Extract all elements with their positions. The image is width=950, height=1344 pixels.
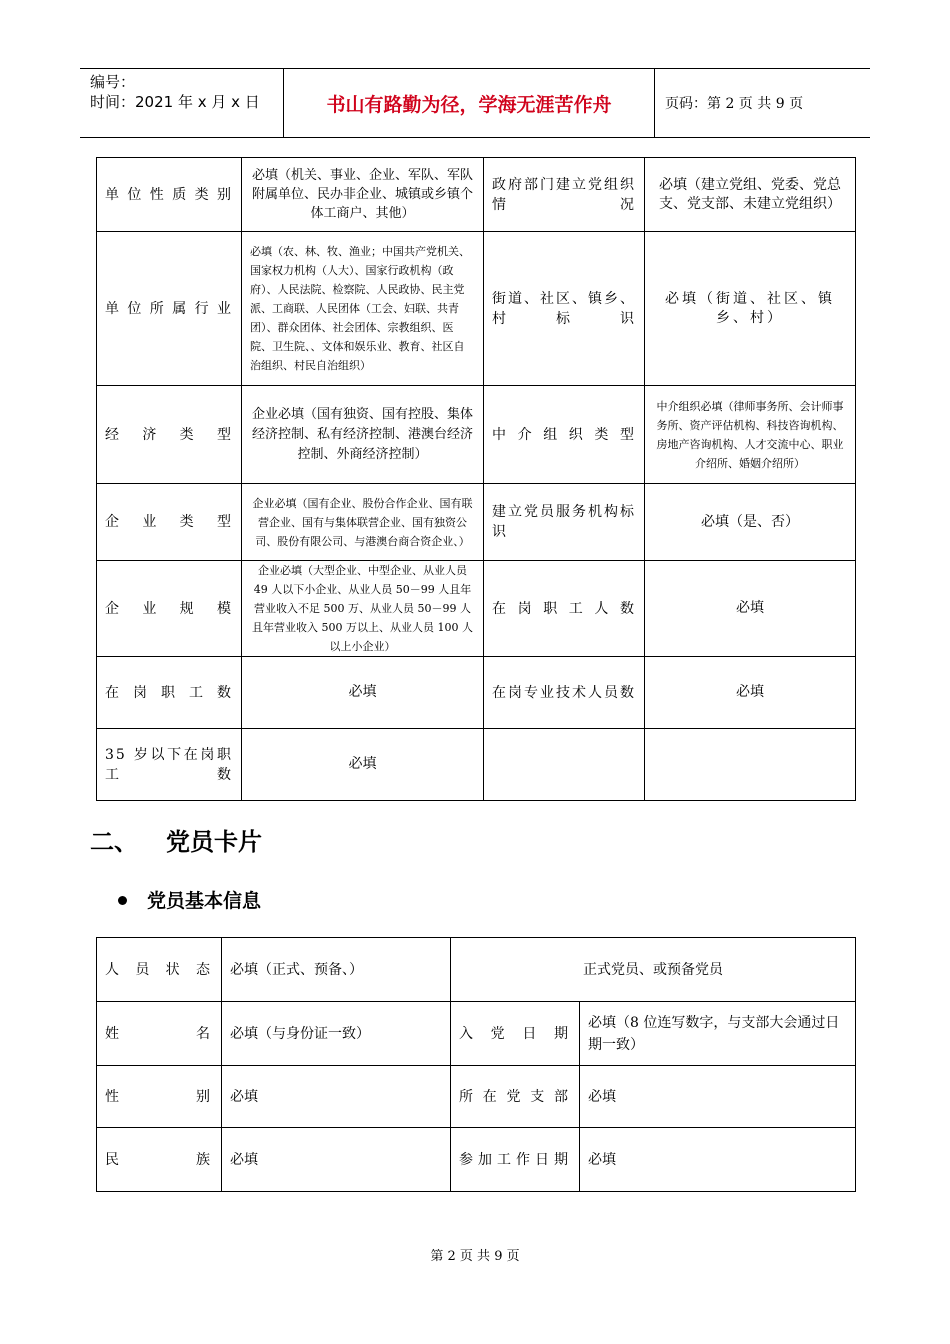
member-info-table bbox=[96, 937, 856, 1192]
row-label: 35 岁以下在岗职工数 bbox=[97, 729, 242, 801]
row-value: 企业必填（国有企业、股份合作企业、国有联营企业、国有与集体联营企业、国有独资公司、股份有限公司、与港澳台商合资企业、） bbox=[242, 484, 484, 561]
row-label: 入党日期 bbox=[451, 1002, 580, 1066]
table-row bbox=[97, 484, 856, 561]
table-row bbox=[97, 1128, 856, 1192]
number-label: 编号： bbox=[90, 73, 136, 91]
row-value: 必填（正式、预备、） bbox=[222, 938, 451, 1002]
row-value: 企业必填（大型企业、中型企业、从业人员 49 人以下小企业、从业人员 50－99 人且年营业收入不足 500 万、从业人员 50－99 人且年营业收入 500 万以上、从业人员 100 人以上小企业） bbox=[242, 561, 484, 657]
header-motto: 书山有路勤为径，学海无涯苦作舟 bbox=[283, 69, 655, 137]
row-value: 必填（8 位连写数字，与支部大会通过日期一致） bbox=[580, 1002, 856, 1066]
row-label: 单位性质类别 bbox=[97, 158, 242, 232]
row-note: 正式党员、或预备党员 bbox=[451, 938, 856, 1002]
time-label: 时间：2021 年 x 月 x 日 bbox=[90, 93, 260, 111]
row-value: 必填 bbox=[645, 657, 856, 729]
row-label: 参加工作日期 bbox=[451, 1128, 580, 1192]
row-label: 姓名 bbox=[97, 1002, 222, 1066]
row-value: 必填 bbox=[580, 1128, 856, 1192]
table-row bbox=[97, 232, 856, 386]
bullet-icon bbox=[118, 896, 127, 905]
header-page-info: 页码：第 2 页 共 9 页 bbox=[665, 96, 804, 112]
page-footer: 第 2 页 共 9 页 bbox=[430, 1249, 520, 1264]
row-label: 在岗职工数 bbox=[97, 657, 242, 729]
row-value: 必填 bbox=[645, 561, 856, 657]
row-label: 民族 bbox=[97, 1128, 222, 1192]
row-value: 必填（街道、社区、镇乡、村） bbox=[645, 232, 856, 386]
row-label: 性别 bbox=[97, 1066, 222, 1128]
subsection-title: 党员基本信息 bbox=[147, 890, 262, 912]
row-value: 中介组织必填（律师事务所、会计师事务所、资产评估机构、科技咨询机构、房地产咨询机构、人才交流中心、职业介绍所、婚姻介绍所） bbox=[645, 386, 856, 484]
row-value: 必填（机关、事业、企业、军队、军队附属单位、民办非企业、城镇或乡镇个体工商户、其他） bbox=[242, 158, 484, 232]
row-label: 建立党员服务机构标识 bbox=[484, 484, 645, 561]
row-label bbox=[484, 729, 645, 801]
org-info-table bbox=[96, 157, 856, 801]
row-value: 必填 bbox=[242, 657, 484, 729]
row-label: 政府部门建立党组织情况 bbox=[484, 158, 645, 232]
section-heading bbox=[90, 822, 262, 857]
row-value: 必填（是、否） bbox=[645, 484, 856, 561]
header-meta bbox=[80, 69, 280, 137]
row-label: 企业类型 bbox=[97, 484, 242, 561]
section-title: 党员卡片 bbox=[166, 827, 262, 856]
table-row bbox=[97, 729, 856, 801]
section-number: 二、 bbox=[90, 827, 138, 856]
row-value: 必填 bbox=[222, 1066, 451, 1128]
row-label: 中介组织类型 bbox=[484, 386, 645, 484]
row-label: 在岗专业技术人员数 bbox=[484, 657, 645, 729]
row-value bbox=[645, 729, 856, 801]
row-label: 所在党支部 bbox=[451, 1066, 580, 1128]
row-value: 必填（与身份证一致） bbox=[222, 1002, 451, 1066]
row-value: 必填（农、林、牧、渔业；中国共产党机关、国家权力机构（人大）、国家行政机构（政府）、人民法院、检察院、人民政协、民主党派、工商联、人民团体（工会、妇联、共青团）、群众团体、社会团体、宗教组织、医院、卫生院、、文体和娱乐业、教育、社区自治组织、村民自治组织） bbox=[242, 232, 484, 386]
table-row bbox=[97, 386, 856, 484]
subsection-heading bbox=[118, 886, 261, 913]
row-label: 单位所属行业 bbox=[97, 232, 242, 386]
row-label: 经济类型 bbox=[97, 386, 242, 484]
row-value: 必填 bbox=[242, 729, 484, 801]
page-header bbox=[80, 68, 870, 138]
row-label: 人员状态 bbox=[97, 938, 222, 1002]
table-row bbox=[97, 938, 856, 1002]
row-label: 企业规模 bbox=[97, 561, 242, 657]
table-row bbox=[97, 1002, 856, 1066]
row-value: 企业必填（国有独资、国有控股、集体经济控制、私有经济控制、港澳台经济控制、外商经济控制） bbox=[242, 386, 484, 484]
row-value: 必填 bbox=[222, 1128, 451, 1192]
table-row bbox=[97, 158, 856, 232]
table-row bbox=[97, 1066, 856, 1128]
table-row bbox=[97, 657, 856, 729]
row-value: 必填 bbox=[580, 1066, 856, 1128]
row-label: 街道、社区、镇乡、村标识 bbox=[484, 232, 645, 386]
table-row bbox=[97, 561, 856, 657]
row-label: 在岗职工人数 bbox=[484, 561, 645, 657]
row-value: 必填（建立党组、党委、党总支、党支部、未建立党组织） bbox=[645, 158, 856, 232]
